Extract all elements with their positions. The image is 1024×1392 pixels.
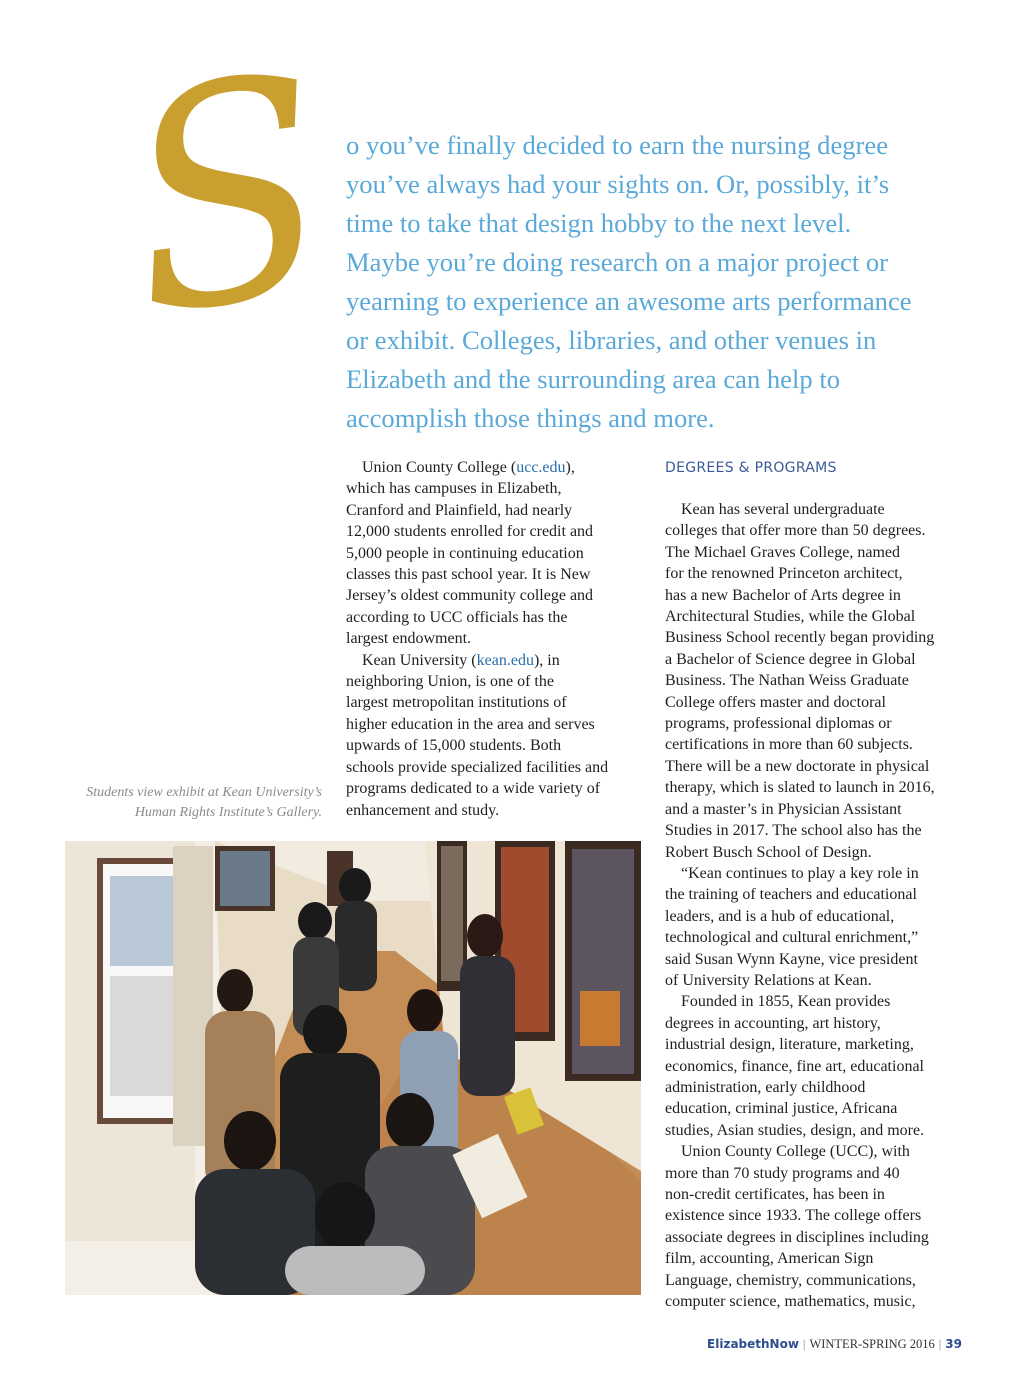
caption-line: Human Rights Institute’s Gallery.: [134, 805, 322, 820]
body-line: Robert Busch School of Design.: [665, 843, 872, 861]
body-line: College offers master and doctoral: [665, 693, 886, 711]
body-line: film, accounting, American Sign: [665, 1250, 874, 1268]
intro-line: Maybe you’re doing research on a major project or: [346, 247, 889, 277]
body-line: largest metropolitan institutions of: [346, 694, 567, 712]
body-line: Business School recently began providing: [665, 629, 935, 647]
body-line: a Bachelor of Science degree in Global: [665, 650, 916, 668]
body-line: largest endowment.: [346, 630, 472, 648]
intro-line: time to take that design hobby to the next level.: [346, 208, 852, 238]
text: ), in: [533, 651, 560, 669]
body-line: Architectural Studies, while the Global: [665, 608, 916, 626]
body-line: enhancement and study.: [346, 801, 500, 819]
body-line: programs, professional diplomas or: [665, 715, 892, 733]
body-line: degrees in accounting, art history,: [665, 1014, 881, 1032]
body-line: Language, chemistry, communications,: [665, 1271, 916, 1289]
body-line: Cranford and Plainfield, had nearly: [346, 501, 573, 519]
intro-lead-paragraph: [346, 126, 986, 438]
body-line: colleges that offer more than 50 degrees.: [665, 522, 926, 540]
body-line: schools provide specialized facilities and: [346, 758, 609, 776]
body-line: which has campuses in Elizabeth,: [346, 480, 562, 498]
body-line: existence since 1933. The college offers: [665, 1207, 922, 1225]
body-line: more than 70 study programs and 40: [665, 1164, 900, 1182]
body-line: “Kean continues to play a key role in: [681, 864, 919, 882]
body-line: the training of teachers and educational: [665, 886, 917, 904]
intro-line: accomplish those things and more.: [346, 403, 715, 433]
body-line: 12,000 students enrolled for credit and: [346, 523, 594, 541]
body-line: therapy, which is slated to launch in 2016,: [665, 779, 935, 797]
intro-line: you’ve always had your sights on. Or, possibly, it’s: [346, 169, 890, 199]
body-line: of University Relations at Kean.: [665, 971, 872, 989]
body-line: and a master’s in Physician Assistant: [665, 800, 902, 818]
footer-separator: |: [802, 1337, 806, 1351]
text: Kean University (: [362, 651, 477, 669]
body-line: Union County College (UCC), with: [681, 1143, 910, 1161]
body-line: industrial design, literature, marketing,: [665, 1036, 914, 1054]
body-line: according to UCC officials has the: [346, 608, 568, 626]
body-line: Business. The Nathan Weiss Graduate: [665, 672, 909, 690]
gallery-photo-illustration: [65, 841, 641, 1295]
caption-line: Students view exhibit at Kean University’s: [86, 785, 322, 800]
body-line: associate degrees in disciplines including: [665, 1228, 929, 1246]
magazine-brand: ElizabethNow: [707, 1337, 799, 1351]
gallery-photo: [65, 841, 641, 1295]
body-line: Jersey’s oldest community college and: [346, 587, 594, 605]
section-heading: DEGREES & PROGRAMS: [665, 460, 837, 476]
body-line: The Michael Graves College, named: [665, 543, 901, 561]
body-line: studies, Asian studies, design, and more.: [665, 1121, 925, 1139]
body-line: has a new Bachelor of Arts degree in: [665, 586, 901, 604]
body-line: There will be a new doctorate in physical: [665, 757, 930, 775]
body-line: classes this past school year. It is New: [346, 566, 591, 584]
footer-separator: |: [938, 1337, 942, 1351]
body-line: certifications in more than 60 subjects.: [665, 736, 913, 754]
body-line: economics, finance, fine art, educational: [665, 1057, 924, 1075]
body-line: 5,000 people in continuing education: [346, 544, 584, 562]
drop-cap-letter: S: [106, 10, 349, 383]
body-column-right: [665, 458, 975, 1312]
photo-caption: [40, 783, 322, 823]
paragraph-first-line: [346, 457, 646, 478]
body-column-left: [346, 457, 646, 821]
body-line: for the renowned Princeton architect,: [665, 565, 903, 583]
body-line: neighboring Union, is one of the: [346, 673, 554, 691]
intro-line: or exhibit. Colleges, libraries, and other venues in: [346, 325, 877, 355]
text: Union County College (: [362, 459, 517, 476]
body-line: education, criminal justice, Africana: [665, 1100, 898, 1118]
paragraph-first-line: [346, 650, 646, 671]
body-line: upwards of 15,000 students. Both: [346, 737, 562, 755]
intro-line: Elizabeth and the surrounding area can help to: [346, 364, 841, 394]
body-line: leaders, and is a hub of educational,: [665, 907, 895, 925]
body-line: non-credit certificates, has been in: [665, 1186, 885, 1203]
body-line: administration, early childhood: [665, 1078, 866, 1096]
body-line: Kean has several undergraduate: [681, 501, 885, 518]
page-number: 39: [945, 1337, 962, 1351]
body-line: technological and cultural enrichment,”: [665, 929, 919, 947]
body-line: said Susan Wynn Kayne, vice president: [665, 950, 918, 968]
kean-link[interactable]: kean.edu: [476, 651, 534, 669]
issue-label: WINTER-SPRING 2016: [809, 1337, 935, 1351]
body-line: higher education in the area and serves: [346, 715, 595, 733]
body-line: computer science, mathematics, music,: [665, 1293, 916, 1311]
body-line: Studies in 2017. The school also has the: [665, 822, 922, 840]
intro-line: yearning to experience an awesome arts performance: [346, 286, 912, 316]
ucc-link[interactable]: ucc.edu: [516, 459, 566, 476]
body-line: Founded in 1855, Kean provides: [681, 993, 891, 1011]
page-footer: [640, 1337, 962, 1352]
body-line: programs dedicated to a wide variety of: [346, 780, 601, 798]
intro-line: o you’ve finally decided to earn the nursing degree: [346, 130, 889, 160]
text: ),: [565, 459, 575, 476]
